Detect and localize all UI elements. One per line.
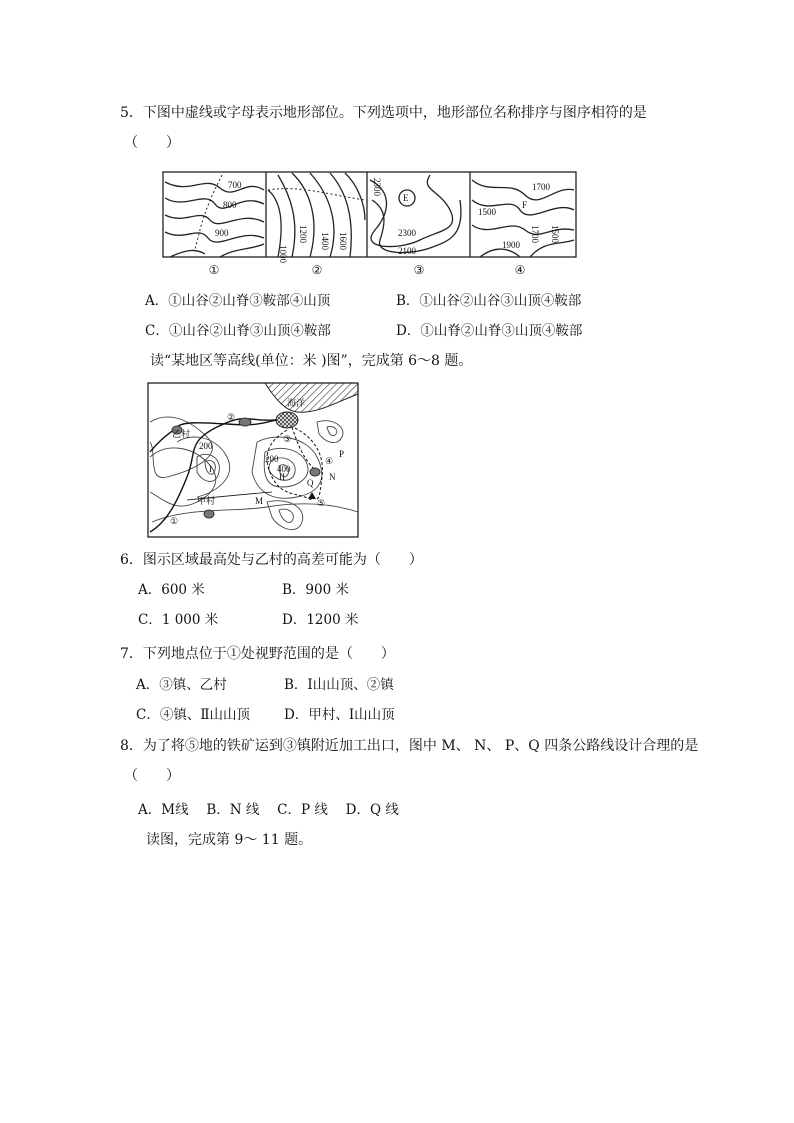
map-route-p: P bbox=[339, 449, 345, 459]
q8-stem: 8．为了将⑤地的铁矿运到③镇附近加工出口，图中 M、 N、 P、Q 四条公路线设计合理的是 bbox=[120, 738, 699, 754]
q6-option-c: C．1 000 米 bbox=[138, 612, 219, 628]
q5-answer-paren: （ ） bbox=[124, 135, 180, 151]
map-sea-label: 海洋 bbox=[287, 398, 306, 408]
map-point-3: ③ bbox=[283, 434, 292, 444]
map-village-yi: 乙村 bbox=[172, 429, 191, 439]
contour-map bbox=[147, 382, 359, 538]
q7-stem: 7．下列地点位于①处视野范围的是（ ） bbox=[120, 646, 395, 662]
panel-label: ① bbox=[208, 263, 220, 277]
p3-label: 2100 bbox=[398, 246, 416, 256]
q5-contour-figure bbox=[160, 170, 580, 282]
map-peak-i: I bbox=[209, 464, 212, 474]
map-village-jia: 甲村 bbox=[197, 496, 216, 506]
p1-label: 700 bbox=[228, 180, 242, 190]
map-contour-400: 400 bbox=[277, 464, 291, 474]
q7-option-a: A．③镇、乙村 bbox=[136, 677, 227, 693]
p1-label: 800 bbox=[223, 200, 237, 210]
map-contour-200: 200 bbox=[199, 441, 213, 451]
map-contour-200: 200 bbox=[265, 454, 279, 464]
q5-option-a: A．①山谷②山脊③鞍部④山顶 bbox=[145, 293, 331, 309]
map-route-m: M bbox=[255, 496, 264, 506]
q5-stem: 5．下图中虚线或字母表示地形部位。下列选项中，地形部位名称排序与图序相符的是 bbox=[120, 105, 647, 121]
p3-label: E bbox=[403, 193, 409, 203]
q6-option-a: A．600 米 bbox=[138, 582, 205, 598]
p4-label: F bbox=[522, 200, 528, 210]
intro-9-11: 读图，完成第 9～ 11 题。 bbox=[146, 832, 313, 848]
map-point-4: ④ bbox=[325, 456, 334, 466]
map-route-n: N bbox=[329, 472, 336, 482]
q6-option-d: D．1200 米 bbox=[282, 612, 359, 628]
panel-label: ④ bbox=[514, 263, 526, 277]
q8-answer-paren: （ ） bbox=[124, 768, 180, 784]
p3-label: 2300 bbox=[398, 228, 416, 238]
q5-option-b: B．①山谷②山谷③山顶④鞍部 bbox=[396, 293, 582, 309]
q7-option-b: B．Ⅰ山山顶、②镇 bbox=[284, 677, 394, 693]
q8-options: A．M线 B．N 线 C．P 线 D．Q 线 bbox=[138, 802, 399, 818]
intro-6-8: 读“某地区等高线(单位：米 )图”，完成第 6～8 题。 bbox=[150, 353, 473, 369]
p4-label: 1700 bbox=[532, 182, 550, 192]
q6-option-b: B．900 米 bbox=[282, 582, 349, 598]
panel-label: ③ bbox=[413, 263, 425, 277]
q7-option-d: D．甲村、Ⅰ山山顶 bbox=[284, 707, 395, 723]
q6-stem: 6．图示区域最高处与乙村的高差可能为（ ） bbox=[120, 552, 423, 568]
p2-label: 1400 bbox=[320, 232, 330, 250]
q5-option-d: D．①山脊②山脊③山顶④鞍部 bbox=[396, 323, 583, 339]
map-peak-ii: II bbox=[279, 472, 285, 482]
p4-label: 1900 bbox=[502, 240, 520, 250]
p1-label: 900 bbox=[215, 228, 229, 238]
q7-option-c: C．④镇、Ⅱ山山顶 bbox=[136, 707, 251, 723]
p3-label: 2300 bbox=[372, 178, 382, 196]
p2-label: 1600 bbox=[338, 232, 348, 250]
p4-label: 1700 bbox=[530, 225, 540, 243]
map-point-1: ① bbox=[170, 516, 179, 526]
p2-label: 1200 bbox=[298, 225, 308, 243]
q5-option-c: C．①山谷②山脊③山顶④鞍部 bbox=[145, 323, 331, 339]
p4-label: 1500 bbox=[550, 225, 560, 243]
map-point-5: ⑤ bbox=[317, 498, 326, 508]
panel-label: ② bbox=[311, 263, 323, 277]
map-route-q: Q bbox=[307, 478, 314, 488]
map-point-2: ② bbox=[227, 412, 236, 422]
p2-label: 1000 bbox=[278, 245, 288, 263]
p4-label: 1500 bbox=[478, 207, 496, 217]
